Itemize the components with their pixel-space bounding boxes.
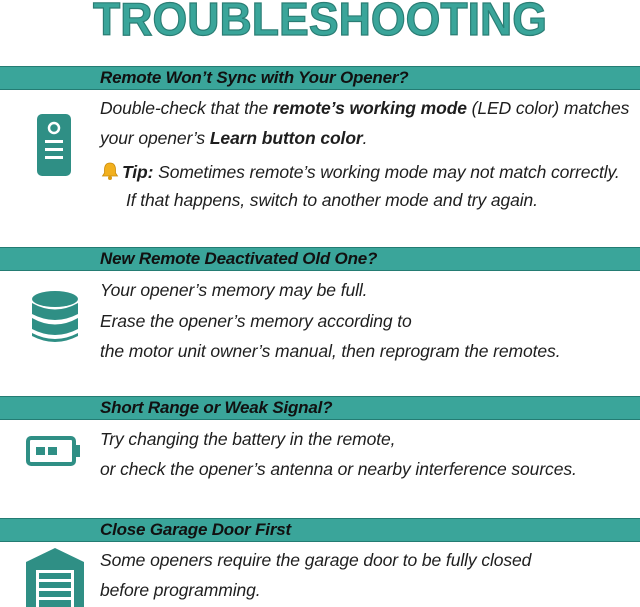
garage-icon xyxy=(26,548,84,607)
section-text-line: Some openers require the garage door to be fully closed xyxy=(100,550,532,570)
section-heading: Short Range or Weak Signal? xyxy=(100,398,333,417)
page-title-wrap xyxy=(0,0,640,53)
section-text-line: the motor unit owner’s manual, then reprogram the remotes. xyxy=(100,341,561,361)
tip-label: Tip: xyxy=(122,162,154,182)
section-text-line: or check the opener’s antenna or nearby interference sources. xyxy=(100,459,577,479)
bell-icon xyxy=(100,161,120,181)
section-heading: New Remote Deactivated Old One? xyxy=(100,249,378,268)
section-text-line: Erase the opener’s memory according to xyxy=(100,311,412,331)
tip-line: Tip: Sometimes remote’s working mode may not match correctly. xyxy=(100,161,620,183)
section-text-line: Double-check that the remote’s working mode (LED color) matches xyxy=(100,98,630,118)
section-text-line: before programming. xyxy=(100,580,261,600)
section-heading: Close Garage Door First xyxy=(100,520,291,539)
section-header-signal xyxy=(0,396,640,420)
section-text-line: Your opener’s memory may be full. xyxy=(100,280,368,300)
page-title: TROUBLESHOOTING xyxy=(93,0,547,45)
section-text-line: your opener’s Learn button color. xyxy=(100,128,368,148)
section-header-remote xyxy=(0,66,640,90)
tip-line-2: If that happens, switch to another mode and try again. xyxy=(126,190,538,210)
section-text-line: Try changing the battery in the remote, xyxy=(100,429,396,449)
section-heading: Remote Won’t Sync with Your Opener? xyxy=(100,68,409,87)
battery-icon xyxy=(26,436,82,466)
section-header-garage xyxy=(0,518,640,542)
remote-icon xyxy=(36,113,72,177)
database-icon xyxy=(31,290,79,344)
section-header-memory xyxy=(0,247,640,271)
